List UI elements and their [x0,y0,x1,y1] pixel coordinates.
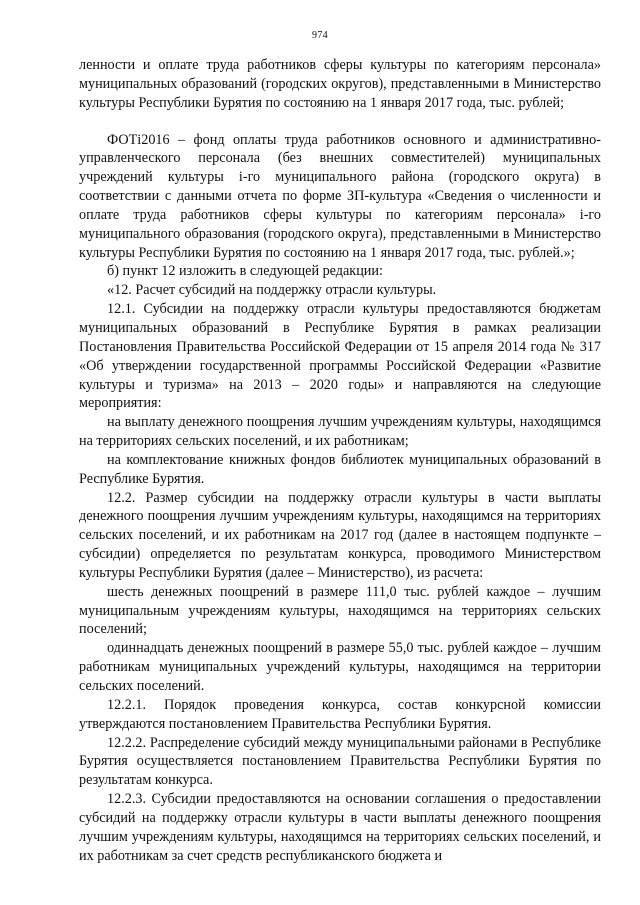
paragraph-12-2-1: 12.2.1. Порядок проведения конкурса, состав конкурсной комиссии утверждаются постановлением Правительства Республики Бурятия. [79,696,601,732]
paragraph-item-b: б) пункт 12 изложить в следующей редакции: [107,263,383,280]
paragraph-12-2-2: 12.2.2. Распределение субсидий между муниципальными районами в Республике Бурятия осуществляется постановлением Правительства Республики Бурятия по результатам конкурса. [79,734,601,789]
paragraph-12-2-3: 12.2.3. Субсидии предоставляются на основании соглашения о предоставлении субсидий на поддержку отрасли культуры в части выплаты денежного поощрения лучшим учреждениям культуры, находящимся на территориях сельских поселений, и их работникам за счет средств республиканского бюджета и [79,791,601,864]
document-body [79,56,601,865]
paragraph-library-funds: на комплектование книжных фондов библиотек муниципальных образований в Республике Бурятия. [79,451,601,487]
paragraph-12-1: 12.1. Субсидии на поддержку отрасли культуры предоставляются бюджетам муниципальных образований в Республике Бурятия в рамках реализации Постановления Правительства Российской Федерации от 15 апреля 2014 года № 317 «Об утверждении государственной программы Российской Федерации «Развитие культуры и туризма» на 2013 – 2020 годы» и направляются на следующие мероприятия: [79,301,601,412]
paragraph-foti-definition: ФОТi2016 – фонд оплаты труда работников основного и административно-управленческого персонала (без внешних совместителей) муниципальных учреждений культуры i-го муниципального района (городского округа) в соответствии с данными отчета по форме ЗП-культура «Сведения о численности и оплате труда работников сферы культуры по категориям персонала» i-го муниципального образования (городского округа), представленными в Министерство культуры Республики Бурятия по состоянию на 1 января 2017 года, тыс. рублей.»; [79,131,601,261]
paragraph-six-bonuses: шесть денежных поощрений в размере 111,0 тыс. рублей каждое – лучшим муниципальным учреждениям культуры, находящимся на территориях сельских поселений; [79,583,601,638]
paragraph-bonus-payment: на выплату денежного поощрения лучшим учреждениям культуры, находящимся на территориях сельских поселений, и их работникам; [79,414,601,450]
paragraph-eleven-bonuses: одиннадцать денежных поощрений в размере 55,0 тыс. рублей каждое – лучшим работникам муниципальных учреждений культуры, находящимся на территории сельских поселений. [79,640,601,694]
paragraph-continuation: ленности и оплате труда работников сферы культуры по категориям персонала» муниципальных образований (городских округов), представленными в Министерство культуры Республики Бурятия по состоянию на 1 января 2017 года, тыс. рублей; [79,57,601,111]
paragraph-12-2: 12.2. Размер субсидии на поддержку отрасли культуры в части выплаты денежного поощрения лучшим учреждениям культуры, находящимся на территориях сельских поселений, и их работникам на 2017 год (далее в настоящем подпункте – субсидии) определяется по результатам конкурса, проводимого Министерством культуры Республики Бурятия (далее – Министерство), из расчета: [79,489,601,581]
paragraph-section-12-heading: «12. Расчет субсидий на поддержку отрасли культуры. [107,282,437,299]
page-number: 974 [312,30,328,41]
